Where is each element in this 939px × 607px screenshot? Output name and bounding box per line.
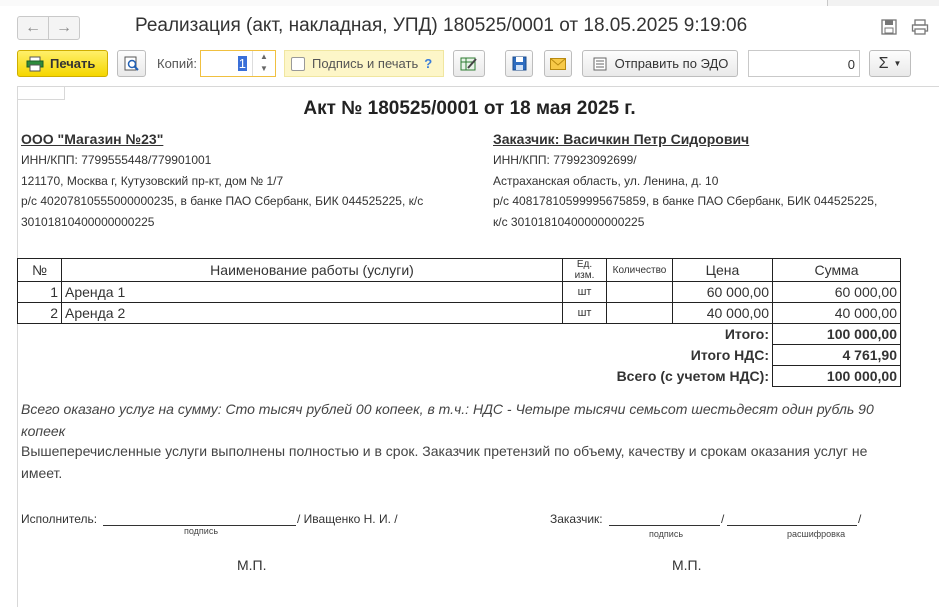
row-number: 1	[18, 282, 62, 303]
sign-and-stamp-checkbox[interactable]	[284, 50, 444, 77]
checkbox-icon[interactable]	[291, 57, 305, 71]
stepper-up-icon[interactable]: ▲	[260, 52, 268, 61]
edit-table-icon	[460, 56, 478, 72]
customer-decode-line	[727, 511, 857, 526]
column-header-sum: Сумма	[773, 259, 901, 282]
sum-mode-button[interactable]	[869, 50, 911, 77]
column-header-quantity: Количество	[607, 259, 673, 282]
row-name[interactable]: Аренда 2	[62, 303, 563, 324]
save-button[interactable]	[505, 50, 533, 77]
arrow-left-icon: ←	[25, 19, 41, 36]
envelope-icon	[550, 58, 566, 70]
sign-and-stamp-label: Подпись и печать	[312, 56, 419, 71]
grand-total-value: 100 000,00	[773, 366, 901, 387]
buyer-address: Астраханская область, ул. Ленина, д. 10	[493, 173, 719, 188]
customer-signature-line	[609, 511, 720, 526]
save-icon[interactable]	[880, 18, 898, 36]
seller-inn: ИНН/КПП: 7799555448/779901001	[21, 153, 212, 167]
row-price: 60 000,00	[673, 282, 773, 303]
buyer-inn: ИНН/КПП: 779923092699/	[493, 153, 637, 167]
executor-name: / Иващенко Н. И. /	[297, 512, 398, 526]
customer-decode-caption: расшифровка	[787, 529, 846, 539]
total-in-words: Всего оказано услуг на сумму: Сто тысяч рублей 00 копеек, в т.ч.: НДС - Четыре тысячи семьсот шестьдесят один рубль 90 копеек	[21, 401, 874, 439]
grand-total-row	[18, 366, 901, 387]
printer-icon[interactable]	[911, 18, 929, 36]
total-value: 100 000,00	[773, 324, 901, 345]
edit-button[interactable]	[453, 50, 485, 77]
document-title: Акт № 180525/0001 от 18 мая 2025 г.	[303, 98, 636, 119]
seller-account: р/с 40207810555000000235, в банке ПАО Сбербанк, БИК 044525225, к/с	[21, 194, 424, 208]
total-label: Итого:	[18, 324, 773, 345]
back-button[interactable]	[17, 16, 49, 40]
row-name[interactable]: Аренда 1	[62, 282, 563, 303]
column-header-price: Цена	[673, 259, 773, 282]
send-edo-button[interactable]	[582, 50, 738, 77]
slash-separator: /	[721, 512, 725, 526]
email-button[interactable]	[544, 50, 572, 77]
column-header-number: №	[18, 259, 62, 282]
buyer-block	[493, 130, 913, 232]
customer-stamp-place: М.П.	[672, 557, 702, 573]
seller-block	[21, 130, 461, 232]
row-quantity	[607, 303, 673, 324]
dropdown-arrow-icon: ▼	[893, 59, 902, 68]
window-top-strip	[0, 0, 939, 6]
floppy-icon	[512, 56, 527, 71]
executor-label: Исполнитель:	[21, 512, 98, 526]
grand-total-label: Всего (с учетом НДС):	[616, 368, 769, 384]
executor-signature-line	[103, 511, 296, 526]
executor-stamp-place: М.П.	[237, 557, 267, 573]
stepper-down-icon[interactable]: ▼	[260, 64, 268, 73]
preview-button[interactable]	[117, 50, 146, 77]
row-unit: шт	[563, 303, 607, 324]
buyer-corr-account: к/с 30101810400000000225	[493, 214, 645, 229]
print-button[interactable]	[17, 50, 108, 77]
send-edo-label: Отправить по ЭДО	[614, 56, 729, 71]
print-label: Печать	[50, 56, 96, 71]
vat-label: Итого НДС:	[690, 347, 769, 363]
row-sum: 40 000,00	[773, 303, 901, 324]
buyer-name[interactable]: Заказчик: Васичкин Петр Сидорович	[493, 131, 750, 147]
arrow-right-icon: →	[56, 19, 72, 36]
printer-icon	[26, 56, 44, 72]
forward-button[interactable]	[48, 16, 80, 40]
vat-value: 4 761,90	[773, 345, 901, 366]
help-icon[interactable]: ?	[424, 56, 433, 71]
column-header-name: Наименование работы (услуги)	[62, 259, 563, 282]
seller-corr-account: 30101810400000000225	[21, 214, 155, 229]
copies-label: Копий:	[157, 56, 197, 71]
table-row	[18, 303, 901, 324]
sigma-icon: Σ	[878, 54, 889, 72]
table-header-row	[18, 259, 901, 282]
executor-sign-caption: подпись	[184, 526, 219, 536]
column-header-unit: Ед. изм.	[563, 259, 607, 282]
completion-statement: Вышеперечисленные услуги выполнены полностью и в срок. Заказчик претензий по объему, качеству и срокам оказания услуг не имеет.	[21, 443, 868, 481]
copies-stepper[interactable]	[252, 51, 275, 76]
window-tab[interactable]	[827, 0, 939, 6]
row-sum: 60 000,00	[773, 282, 901, 303]
buyer-account: р/с 40817810599995675859, в банке ПАО Сбербанк, БИК 044525225,	[493, 194, 878, 208]
sum-field[interactable]: 0	[748, 50, 860, 77]
slash-separator: /	[858, 512, 862, 526]
copies-value[interactable]: 1	[238, 56, 246, 71]
table-row	[18, 282, 901, 303]
vat-row	[18, 345, 901, 366]
row-number: 2	[18, 303, 62, 324]
row-quantity	[607, 282, 673, 303]
window-title: Реализация (акт, накладная, УПД) 180525/0001 от 18.05.2025 9:19:06	[135, 15, 748, 36]
copies-input[interactable]	[200, 50, 276, 77]
row-price: 40 000,00	[673, 303, 773, 324]
services-table	[17, 258, 901, 387]
customer-label: Заказчик:	[550, 512, 603, 526]
seller-name[interactable]: ООО "Магазин №23"	[21, 131, 164, 147]
seller-address: 121170, Москва г, Кутузовский пр-кт, дом № 1/7	[21, 173, 284, 188]
customer-sign-caption: подпись	[649, 529, 684, 539]
row-unit: шт	[563, 282, 607, 303]
magnifier-icon	[124, 56, 140, 72]
total-row	[18, 324, 901, 345]
edo-icon	[592, 57, 608, 71]
